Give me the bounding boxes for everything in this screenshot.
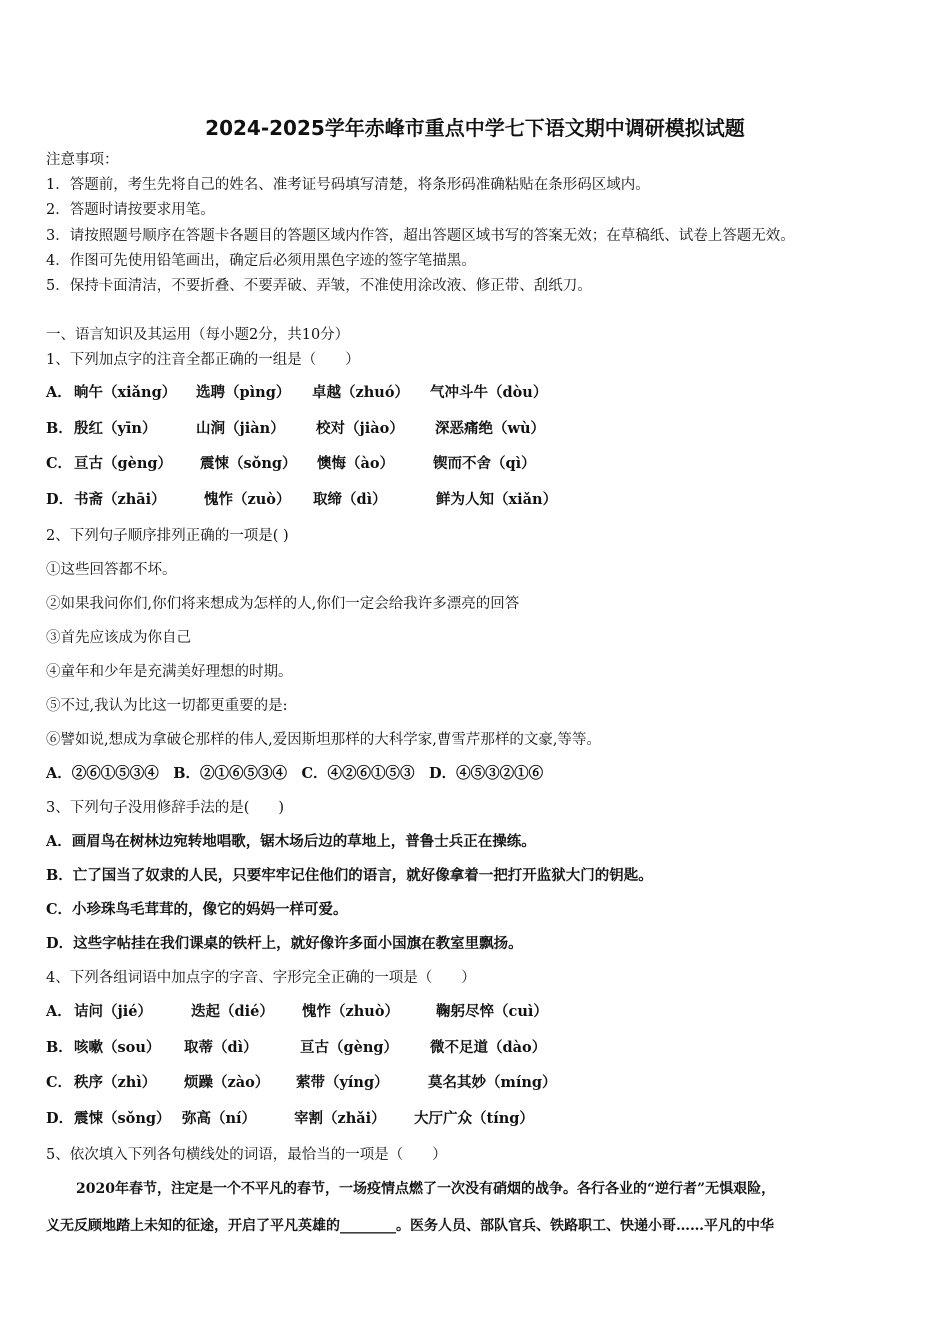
notice-item: 5．保持卡面清洁，不要折叠、不要弄破、弄皱，不准使用涂改液、修正带、刮纸刀。 xyxy=(46,278,592,294)
option-word: 取蒂（dì） xyxy=(184,1039,258,1056)
option-word: 亘古（gèng） xyxy=(74,455,173,472)
option-word: 震悚（sǒng） xyxy=(200,455,297,472)
question-2-sentence: ②如果我问你们,你们将来想成为怎样的人,你们一定会给我许多漂亮的回答 xyxy=(46,596,520,612)
option-word: 萦带（yíng） xyxy=(296,1074,389,1091)
option-word: 深恶痛绝（wù） xyxy=(435,420,546,437)
option-word: 迭起（dié） xyxy=(191,1003,274,1020)
option-word: 宰割（zhǎi） xyxy=(294,1110,386,1127)
option-word: 诘问（jié） xyxy=(74,1003,152,1020)
option-word: 亘古（gèng） xyxy=(300,1039,399,1056)
option-word: 震悚（sǒng） xyxy=(74,1110,171,1127)
option-word: 晌午（xiǎng） xyxy=(74,384,177,401)
option-word: 愧怍（zuò） xyxy=(204,491,291,508)
option-word: 咳嗽（sou） xyxy=(74,1039,161,1056)
notice-item: 1．答题前，考生先将自己的姓名、准考证号码填写清楚，将条形码准确粘贴在条形码区域内。 xyxy=(46,177,650,193)
option-label: D． xyxy=(46,491,74,508)
option-label: B． xyxy=(46,1039,73,1056)
question-5-stem: 5、依次填入下列各句横线处的词语，最恰当的一项是（ ） xyxy=(46,1147,447,1163)
option-word: 秩序（zhì） xyxy=(74,1074,157,1091)
question-5-paragraph-line-1: 2020年春节，注定是一个不平凡的春节，一场疫情点燃了一次没有硝烟的战争。各行各业的“逆行者”无惧艰险， xyxy=(76,1181,776,1197)
option-word: 大厅广众（tíng） xyxy=(414,1110,534,1127)
question-3-option-d: D．这些字帖挂在我们课桌的铁杆上，就好像许多面小国旗在教室里飘扬。 xyxy=(46,935,523,952)
option-word: 校对（jiào） xyxy=(316,420,404,437)
option-word: 锲而不舍（qì） xyxy=(433,455,536,472)
option-word: 鲜为人知（xiǎn） xyxy=(436,491,558,508)
page-title: 2024-2025学年赤峰市重点中学七下语文期中调研模拟试题 xyxy=(205,116,745,140)
option-label: A． xyxy=(46,1003,72,1020)
question-2-choices: A．②⑥①⑤③④ B．②①⑥⑤③④ C．④②⑥①⑤③ D．④⑤③②①⑥ xyxy=(46,765,544,782)
question-4-stem: 4、下列各组词语中加点字的字音、字形完全正确的一项是（ ） xyxy=(46,970,476,986)
question-2-sentence: ①这些回答都不坏。 xyxy=(46,562,177,578)
option-word: 弥高（ní） xyxy=(182,1110,257,1127)
option-label: D． xyxy=(46,1110,74,1127)
option-word: 愧怍（zhuò） xyxy=(302,1003,399,1020)
question-3-option-a: A．画眉鸟在树林边宛转地唱歌，锯木场后边的草地上，普鲁士兵正在操练。 xyxy=(46,833,536,850)
option-word: 取缔（dì） xyxy=(313,491,387,508)
question-1-stem: 1、下列加点字的注音全都正确的一组是（ ） xyxy=(46,352,360,368)
question-3-option-b: B．亡了国当了奴隶的人民，只要牢牢记住他们的语言，就好像拿着一把打开监狱大门的钥匙。 xyxy=(46,867,653,884)
question-2-stem: 2、下列句子顺序排列正确的一项是( ) xyxy=(46,528,289,544)
notice-item: 4．作图可先使用铅笔画出，确定后必须用黑色字迹的签字笔描黑。 xyxy=(46,253,476,269)
option-word: 烦躁（zào） xyxy=(184,1074,270,1091)
option-label: C． xyxy=(46,455,73,472)
option-word: 莫名其妙（míng） xyxy=(428,1074,557,1091)
option-word: 殷红（yīn） xyxy=(74,420,157,437)
option-word: 卓越（zhuó） xyxy=(312,384,409,401)
option-label: C． xyxy=(46,1074,73,1091)
section-heading: 一、语言知识及其运用（每小题2分，共10分） xyxy=(46,327,350,343)
option-label: A． xyxy=(46,384,72,401)
option-word: 气冲斗牛（dòu） xyxy=(430,384,548,401)
option-word: 山涧（jiàn） xyxy=(196,420,285,437)
question-2-sentence: ⑤不过,我认为比这一切都更重要的是: xyxy=(46,698,288,714)
question-2-sentence: ⑥譬如说,想成为拿破仑那样的伟人,爱因斯坦那样的大科学家,曹雪芹那样的文豪,等等。 xyxy=(46,732,601,748)
option-word: 选聘（pìng） xyxy=(196,384,291,401)
question-3-option-c: C．小珍珠鸟毛茸茸的，像它的妈妈一样可爱。 xyxy=(46,901,348,918)
question-5-paragraph-line-2: 义无反顾地踏上未知的征途，开启了平凡英雄的________。医务人员、部队官兵、铁路职工、快递小哥……平凡的中华 xyxy=(46,1218,774,1234)
option-word: 懊悔（ào） xyxy=(317,455,395,472)
option-word: 微不足道（dào） xyxy=(430,1039,547,1056)
question-2-sentence: ④童年和少年是充满美好理想的时期。 xyxy=(46,664,293,680)
option-label: B． xyxy=(46,420,73,437)
question-2-sentence: ③首先应该成为你自己 xyxy=(46,630,191,646)
option-word: 书斋（zhāi） xyxy=(74,491,166,508)
question-3-stem: 3、下列句子没用修辞手法的是( ) xyxy=(46,800,285,816)
notice-heading: 注意事项： xyxy=(46,152,119,168)
option-word: 鞠躬尽悴（cuì） xyxy=(436,1003,548,1020)
notice-item: 3．请按照题号顺序在答题卡各题目的答题区域内作答，超出答题区域书写的答案无效；在草稿纸、试卷上答题无效。 xyxy=(46,228,795,244)
notice-item: 2．答题时请按要求用笔。 xyxy=(46,202,215,218)
